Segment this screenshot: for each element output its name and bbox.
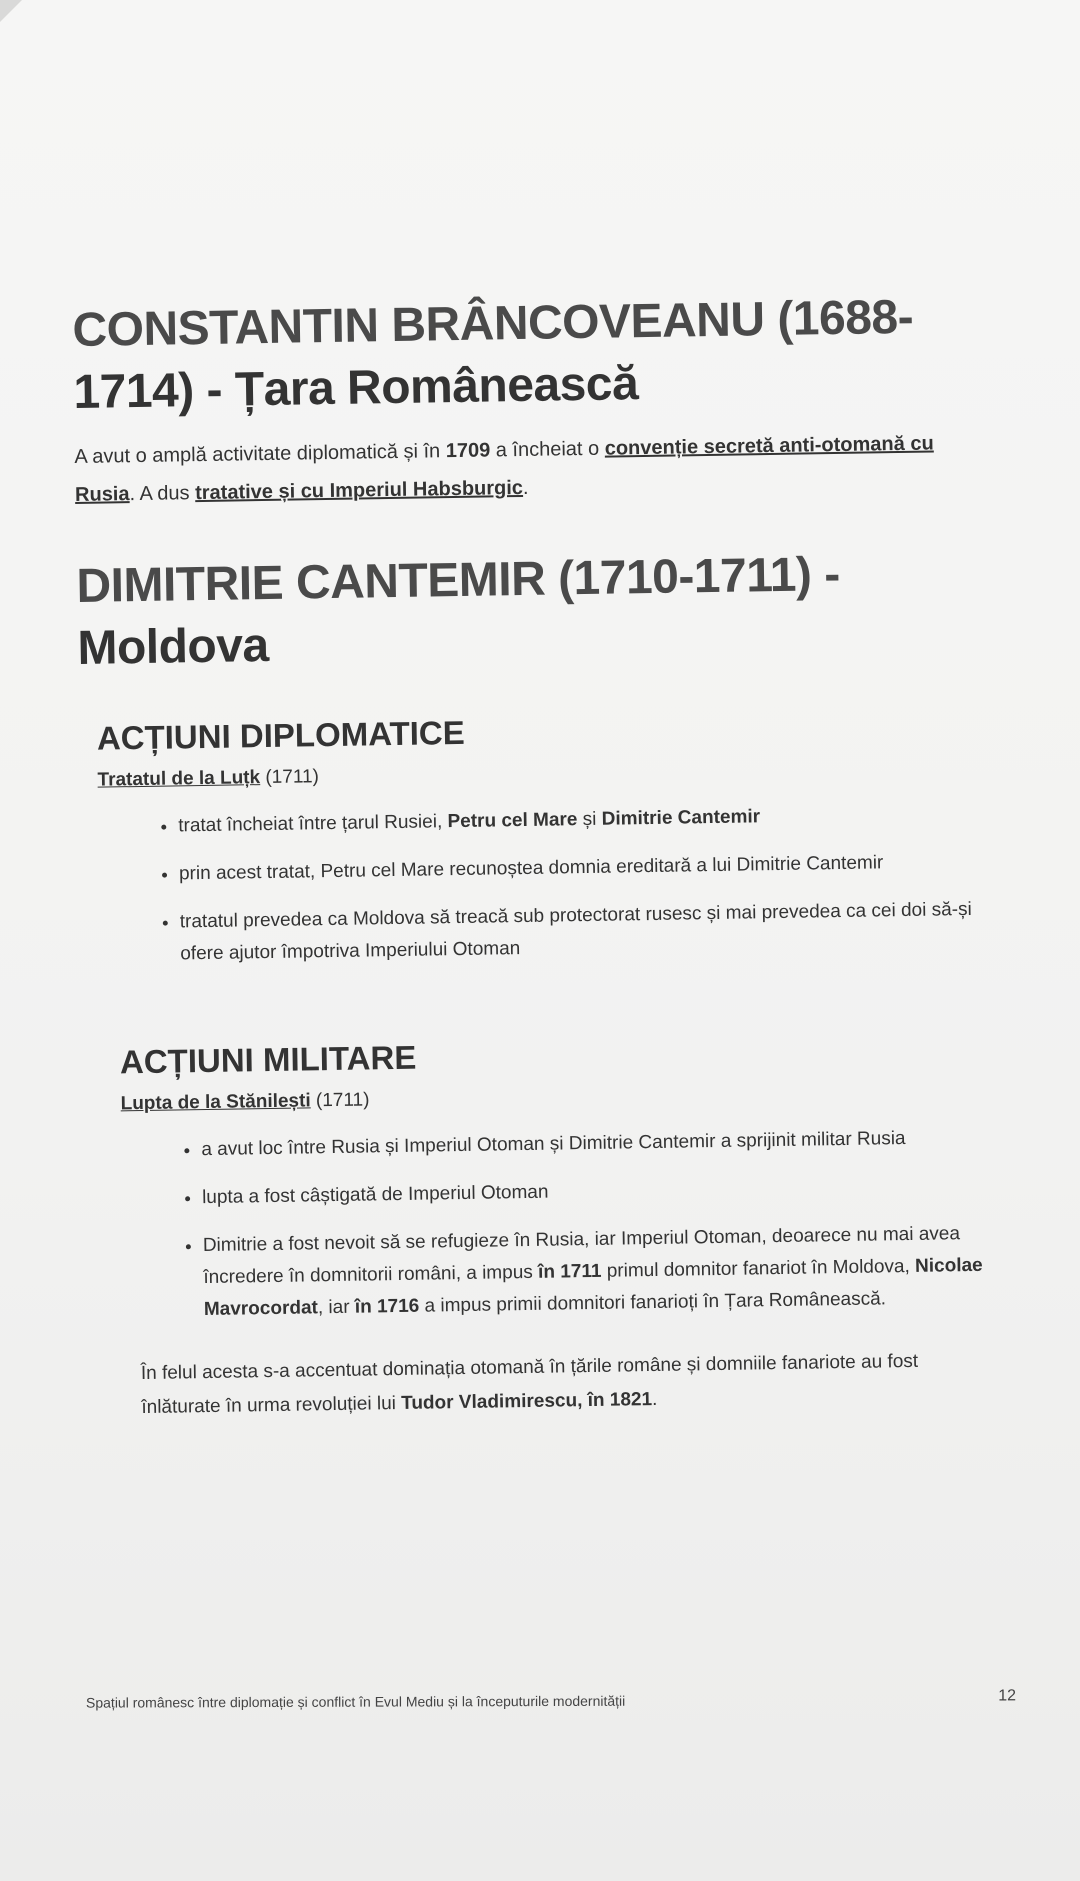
list-item: • Dimitrie a fost nevoit să se refugieze în Rusia, iar Imperiul Otoman, deoarece nu mai avea încredere în domnitorii români, a impus în 1711 primul domnitor fanariot în Moldova, Nicolae Mavrocordat, iar în 1716 a impus primii domnitori fanarioți în Țara Românească. bbox=[203, 1218, 988, 1326]
closing-paragraph: În felul acesta s-a accentuat dominația otomană în țările române și domniile fanariote au fost înlăturate în urma revoluției lui Tudor Vladimirescu, în 1821. bbox=[140, 1350, 919, 1419]
list-item: • lupta a fost câștigată de Imperiul Otoman bbox=[202, 1170, 986, 1214]
page-corner bbox=[0, 0, 22, 22]
heading-line-2: 1714) - Țara Românească bbox=[73, 357, 639, 419]
link-tratative: tratative și cu Imperiul Habsburgic bbox=[194, 476, 524, 505]
heading-cantemir bbox=[76, 542, 978, 680]
list-item: • prin acest tratat, Petru cel Mare recunoștea domnia ereditară a lui Dimitrie Cantemir bbox=[179, 846, 981, 891]
content bbox=[72, 286, 990, 1426]
heading-line-1: DIMITRIE CANTEMIR (1710-1711) - bbox=[76, 547, 841, 613]
list-item: • tratatul prevedea ca Moldova să treacă sub protectorat rusesc și mai prevedea ca cei doi să-și ofere ajutor împotriva Imperiului Otoman bbox=[180, 894, 983, 971]
military-list bbox=[121, 1122, 988, 1328]
military-section bbox=[120, 1028, 988, 1328]
heading-diplomatic: ACȚIUNI DIPLOMATICE bbox=[96, 713, 466, 757]
list-item: • tratat încheiat între țarul Rusiei, Petru cel Mare și Dimitrie Cantemir bbox=[178, 798, 980, 843]
subheading-tratat: Tratatul de la Luțk (1711) bbox=[97, 766, 320, 791]
link-conventie: convenție secretă anti-otomană cu Rusia bbox=[74, 432, 934, 506]
page-footer bbox=[85, 1687, 1017, 1711]
subheading-lupta: Lupta de la Stănilești (1711) bbox=[120, 1089, 370, 1115]
page-number: 12 bbox=[998, 1687, 1017, 1705]
heading-military: ACȚIUNI MILITARE bbox=[119, 1038, 417, 1081]
brancoveanu-paragraph: A avut o amplă activitate diplomatică și în 1709 a încheiat o convenție secretă anti-otomană cu Rusia. A dus tratative și cu Imperiul Habsburgic. bbox=[74, 432, 934, 506]
heading-brancoveanu bbox=[72, 286, 974, 424]
list-item: • a avut loc între Rusia și Imperiul Otoman și Dimitrie Cantemir a sprijinit militar Rusia bbox=[201, 1122, 985, 1166]
diplomatic-list bbox=[98, 798, 982, 972]
footer-text: Spațiul românesc între diplomație și conflict în Evul Mediu și la începuturile modernității bbox=[85, 1692, 626, 1711]
heading-line-1: CONSTANTIN BRÂNCOVEANU (1688- bbox=[72, 290, 914, 357]
heading-line-2: Moldova bbox=[77, 618, 270, 675]
diplomatic-section bbox=[97, 704, 983, 972]
